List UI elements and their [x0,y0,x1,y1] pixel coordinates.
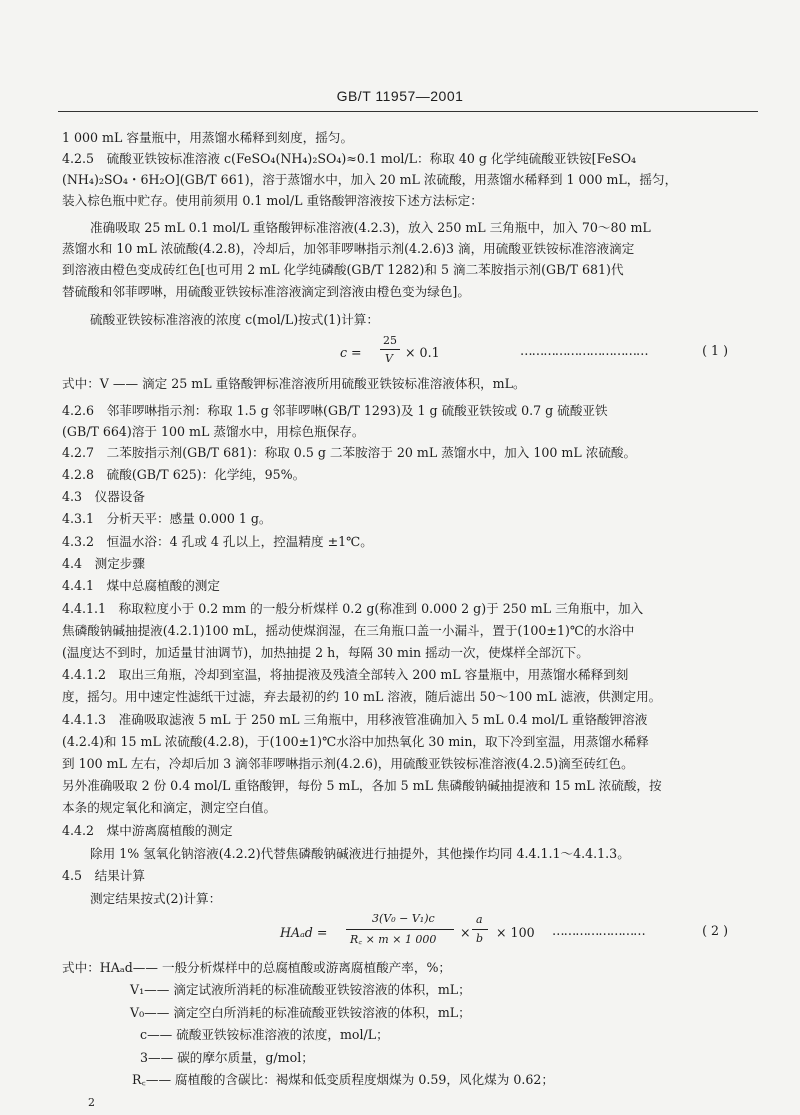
text-line: (温度达不到时，加适量甘油调节)，加热抽提 2 h，每隔 30 min 摇动一次，使煤样全部沉下。 [62,645,589,660]
where-symbol: 3 [140,1050,149,1065]
section-4-4-1: 4.4.1 煤中总腐植酸的测定 [62,578,220,593]
text-line: 另外准确吸取 2 份 0.4 mol/L 重铬酸钾，每份 5 mL，各加 5 mL 焦磷酸钠碱抽提液和 15 mL 浓硫酸，按 [62,778,662,793]
text-line: (4.2.4)和 15 mL 浓硫酸(4.2.8)，于(100±1)℃水浴中加热氧化 30 min，取下冷到室温，用蒸馏水稀释 [62,734,649,749]
section-4-4-2: 4.4.2 煤中游离腐植酸的测定 [62,823,233,838]
eq1-rhs: × 0.1 [405,345,440,360]
text-line: 焦磷酸钠碱抽提液(4.2.1)100 mL，摇动使煤润湿，在三角瓶口盖一小漏斗，置于(100±1)℃的水浴中 [62,623,635,638]
text-line: 式中：V —— 滴定 25 mL 重铬酸钾标准溶液所用硫酸亚铁铵标准溶液体积，mL。 [62,376,526,391]
eq2-fraction2-bar [472,929,488,930]
section-4-3: 4.3 仪器设备 [62,489,145,504]
where-symbol: 式中：HAₐd [62,960,133,975]
eq2-leader: …………………… [552,923,645,938]
text-line: 硫酸亚铁铵标准溶液的浓度 c(mol/L)按式(1)计算： [90,312,379,327]
section-4-3-2: 4.3.2 恒温水浴：4 孔或 4 孔以上，控温精度 ±1℃。 [62,534,373,549]
page-number: 2 [88,1096,95,1109]
section-4-2-8: 4.2.8 硫酸(GB/T 625)：化学纯，95%。 [62,467,306,482]
page-header: GB/T 11957—2001 [336,88,464,104]
eq2-num: 3(V₀ − V₁)c [372,912,435,925]
section-4-2-6: 4.2.6 邻菲啰啉指示剂：称取 1.5 g 邻菲啰啉(GB/T 1293)及 1 g 硫酸亚铁铵或 0.7 g 硫酸亚铁 [62,403,608,418]
where-symbol: c [140,1027,148,1042]
where-text: —— 腐植酸的含碳比：褐煤和低变质程度烟煤为 0.59，风化煤为 0.62； [145,1072,554,1087]
eq1-num: 25 [383,334,397,347]
eq1-leader: …………………………… [520,343,648,358]
eq2-frac2-den: b [476,932,484,945]
section-4-4-1-2: 4.4.1.2 取出三角瓶，冷却到室温，将抽提液及残渣全部转入 200 mL 容量瓶中，用蒸馏水稀释到刻 [62,667,629,682]
where-item [140,1024,389,1043]
text-line: (GB/T 664)溶于 100 mL 蒸馏水中，用棕色瓶保存。 [62,424,365,439]
eq2-lhs: HAₐd = [280,925,328,940]
where-text: —— 滴定试液所消耗的标准硫酸亚铁铵溶液的体积，mL； [144,982,471,997]
where-item [140,1047,314,1066]
where-text: —— 滴定空白所消耗的标准硫酸亚铁铵溶液的体积，mL； [144,1005,471,1020]
section-4-3-1: 4.3.1 分析天平：感量 0.000 1 g。 [62,511,272,526]
eq2-fraction-bar [346,929,454,930]
header-rule [58,111,758,112]
section-4-2-5: 4.2.5 硫酸亚铁铵标准溶液 c(FeSO₄(NH₄)₂SO₄)≈0.1 mol/L：称取 40 g 化学纯硫酸亚铁铵[FeSO₄ [62,151,637,166]
where-symbol: R꜀ [132,1072,146,1087]
text-line: 到溶液由橙色变成砖红色[也可用 2 mL 化学纯磷酸(GB/T 1282)和 5 滴二苯胺指示剂(GB/T 681)代 [62,262,624,277]
text-line: 到 100 mL 左右，冷却后加 3 滴邻菲啰啉指示剂(4.2.6)，用硫酸亚铁铵标准溶液(4.2.5)滴至砖红色。 [62,756,634,771]
where-item [62,957,451,976]
section-4-4-1-3: 4.4.1.3 准确吸取滤液 5 mL 于 250 mL 三角瓶中，用移液管准确加入 5 mL 0.4 mol/L 重铬酸钾溶液 [62,712,648,727]
text-line: 蒸馏水和 10 mL 浓硫酸(4.2.8)，冷却后，加邻菲啰啉指示剂(4.2.6)3 滴，用硫酸亚铁铵标准溶液滴定 [62,241,635,256]
text-line: 准确吸取 25 mL 0.1 mol/L 重铬酸钾标准溶液(4.2.3)，放入 250 mL 三角瓶中，加入 70～80 mL [90,220,651,235]
eq2-number: ( 2 ) [702,923,728,938]
where-text: —— 一般分析煤样中的总腐植酸或游离腐植酸产率，%； [132,960,452,975]
where-item [132,1069,554,1088]
text-line: 度，摇匀。用中速定性滤纸干过滤，弃去最初的约 10 mL 溶液，随后滤出 50～100 mL 滤液，供测定用。 [62,689,662,704]
text-line: 替硫酸和邻菲啰啉，用硫酸亚铁铵标准溶液滴定到溶液由橙色变为绿色]。 [62,284,470,299]
where-symbol: V₁ [130,982,145,997]
text-line: 装入棕色瓶中贮存。使用前须用 0.1 mol/L 重铬酸钾溶液按下述方法标定： [62,193,483,208]
eq1-number: ( 1 ) [702,343,728,358]
section-4-4: 4.4 测定步骤 [62,556,145,571]
text-line: 测定结果按式(2)计算： [90,891,222,906]
text-line: (NH₄)₂SO₄・6H₂O](GB/T 661)，溶于蒸馏水中，加入 20 mL 浓硫酸，用蒸馏水稀释到 1 000 mL，摇匀， [62,172,678,187]
where-item [130,1002,471,1021]
eq2-rhs: × 100 [496,925,535,940]
text-line: 除用 1% 氢氧化钠溶液(4.2.2)代替焦磷酸钠碱液进行抽提外，其他操作均同 4.4.1.1～4.4.1.3。 [90,846,630,861]
eq1-lhs: c = [340,345,362,360]
text-line: 1 000 mL 容量瓶中，用蒸馏水稀释到刻度，摇匀。 [62,130,354,145]
section-4-5: 4.5 结果计算 [62,868,145,883]
document-page: GB/T 11957—2001 1 000 mL 容量瓶中，用蒸馏水稀释到刻度，摇匀。 4.2.5 硫酸亚铁铵标准溶液 c(FeSO₄(NH₄)₂SO₄)≈0.1 mol/L：称取 40 g 化学纯硫酸亚铁铵[FeSO₄ (NH₄)₂SO₄・6H₂O](GB/T 661)，溶于蒸馏水中，加入 20 mL 浓硫酸，用蒸馏水稀释到 1 000 mL，摇匀， 装入棕色瓶中贮存。使用前须用 0.1 mol/L 重铬酸钾溶液按下述方法标定： 准确吸取 25 mL 0.1 mol/L 重铬酸钾标准溶液(4.2.3)，放入 250 mL 三角瓶中，加入 70～80 mL 蒸馏水和 10 mL 浓硫酸(4.2.8)，冷却后，加邻菲啰啉指示剂(4.2.6)3 滴，用硫酸亚铁铵标准溶液滴定 到溶液由橙色变成砖红色[也可用 2 mL 化学纯磷酸(GB/T 1282)和 5 滴二苯胺指示剂(GB/T 681)代 替硫酸和邻菲啰啉，用硫酸亚铁铵标准溶液滴定到溶液由橙色变为绿色]。 硫酸亚铁铵标准溶液的浓度 c(mol/L)按式(1)计算： c = 25 V × 0.1 …………………………… ( 1 ) 式中：V —— 滴定 25 mL 重铬酸钾标准溶液所用硫酸亚铁铵标准溶液体积，mL。 4.2.6 邻菲啰啉指示剂：称取 1.5 g 邻菲啰啉(GB/T 1293)及 1 g 硫酸亚铁铵或 0.7 g 硫酸亚铁 (GB/T 664)溶于 100 mL 蒸馏水中，用棕色瓶保存。 4.2.7 二苯胺指示剂(GB/T 681)：称取 0.5 g 二苯胺溶于 20 mL 蒸馏水中，加入 100 mL 浓硫酸。 4.2.8 硫酸(GB/T 625)：化学纯，95%。 4.3 仪器设备 4.3.1 分析天平：感量 0.000 1 g。 4.3.2 恒温水浴：4 孔或 4 孔以上，控温精度 ±1℃。 4.4 测定步骤 4.4.1 煤中总腐植酸的测定 4.4.1.1 称取粒度小于 0.2 mm 的一般分析煤样 0.2 g(称准到 0.000 2 g)于 250 mL 三角瓶中，加入 焦磷酸钠碱抽提液(4.2.1)100 mL，摇动使煤润湿，在三角瓶口盖一小漏斗，置于(100±1)℃的水浴中 (温度达不到时，加适量甘油调节)，加热抽提 2 h，每隔 30 min 摇动一次，使煤样全部沉下。 4.4.1.2 取出三角瓶，冷却到室温，将抽提液及残渣全部转入 200 mL 容量瓶中，用蒸馏水稀释到刻 度，摇匀。用中速定性滤纸干过滤，弃去最初的约 10 mL 溶液，随后滤出 50～100 mL 滤液，供测定用。 4.4.1.3 准确吸取滤液 5 mL 于 250 mL 三角瓶中，用移液管准确加入 5 mL 0.4 mol/L 重铬酸钾溶液 (4.2.4)和 15 mL 浓硫酸(4.2.8)，于(100±1)℃水浴中加热氧化 30 min，取下冷到室温，用蒸馏水稀释 到 100 mL 左右，冷却后加 3 滴邻菲啰啉指示剂(4.2.6)，用硫酸亚铁铵标准溶液(4.2.5)滴至砖红色。 另外准确吸取 2 份 0.4 mol/L 重铬酸钾，每份 5 mL，各加 5 mL 焦磷酸钠碱抽提液和 15 mL 浓硫酸，按 本条的规定氧化和滴定，测定空白值。 4.4.2 煤中游离腐植酸的测定 除用 1% 氢氧化钠溶液(4.2.2)代替焦磷酸钠碱液进行抽提外，其他操作均同 4.4.1.1～4.4.1.3。 4.5 结果计算 测定结果按式(2)计算： HAₐd = 3(V₀ − V₁)c R꜀ × m × 1 000 × a b × 100 …………………… ( 2 ) 式中：HAₐd—— 一般分析煤样中的总腐植酸或游离腐植酸产率，%； V₁—— 滴定试液所消耗的标准硫酸亚铁铵溶液的体积，mL； V₀—— 滴定空白所消耗的标准硫酸亚铁铵溶液的体积，mL； c—— 硫酸亚铁铵标准溶液的浓度，mol/L； 3—— 碳的摩尔质量，g/mol； R꜀—— 腐植酸的含碳比：褐煤和低变质程度烟煤为 0.59，风化煤为 0.62； 2 [0,0,800,1115]
section-4-2-7: 4.2.7 二苯胺指示剂(GB/T 681)：称取 0.5 g 二苯胺溶于 20 mL 蒸馏水中，加入 100 mL 浓硫酸。 [62,445,637,460]
eq1-fraction-bar [380,349,400,350]
text-line: 本条的规定氧化和滴定，测定空白值。 [62,800,277,815]
eq1-den: V [385,352,393,365]
where-text: —— 硫酸亚铁铵标准溶液的浓度，mol/L； [147,1027,389,1042]
where-item [130,979,471,998]
where-symbol: V₀ [130,1005,145,1020]
where-text: —— 碳的摩尔质量，g/mol； [148,1050,314,1065]
eq2-den: R꜀ × m × 1 000 [350,933,437,946]
eq2-frac2-num: a [476,913,483,926]
section-4-4-1-1: 4.4.1.1 称取粒度小于 0.2 mm 的一般分析煤样 0.2 g(称准到 0.000 2 g)于 250 mL 三角瓶中，加入 [62,601,644,616]
